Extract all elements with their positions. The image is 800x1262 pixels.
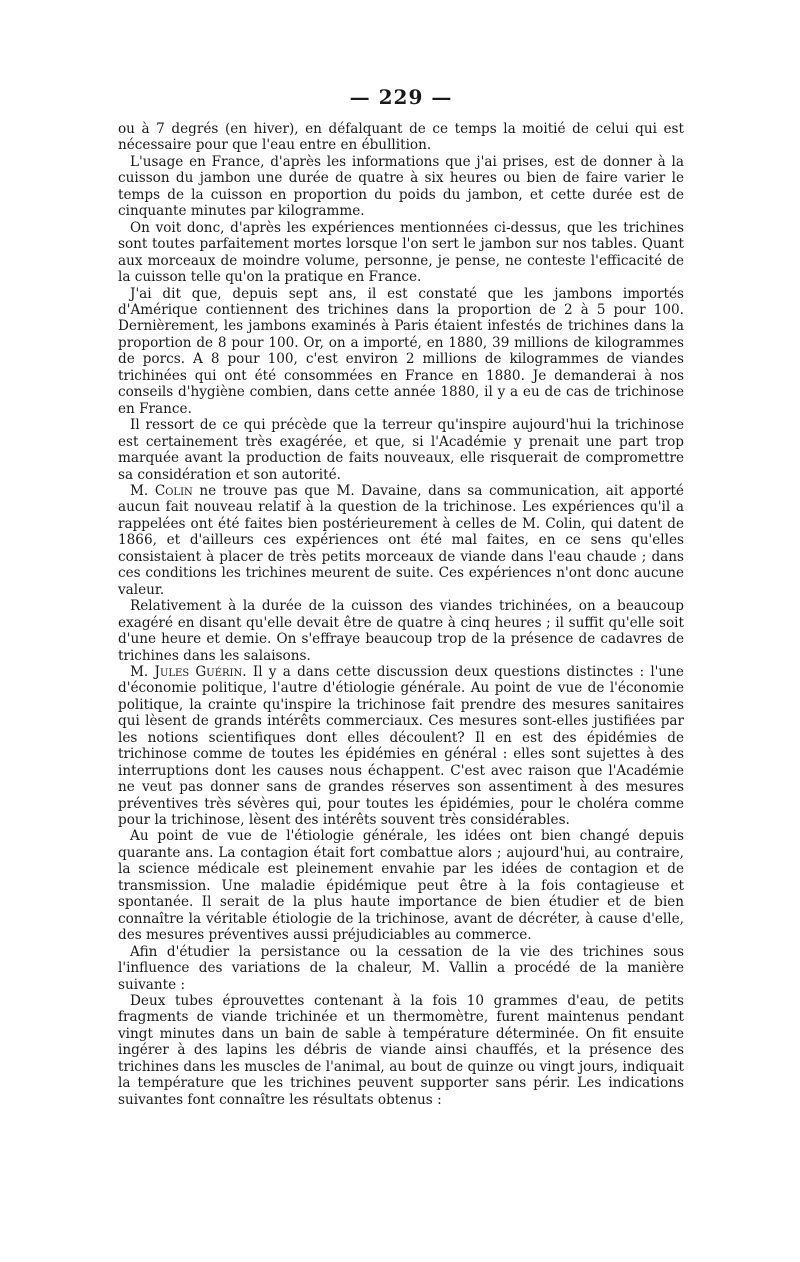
paragraph-10: Afin d'étudier la persistance ou la cessation de la vie des trichines sous l'influence des variations de la chaleur, M. Vallin a procédé de la manière suivante : — [118, 943, 684, 993]
document-page — [118, 85, 684, 1108]
paragraph-6-text: ne trouve pas que M. Davaine, dans sa communication, ait apporté aucun fait nouveau relatif à la question de la trichinose. Les expériences qu'il a rappelées ont été faites bien postérieurement à celles de M. Colin, qui datent de 1866, et d'ailleurs ces expériences ont été mal faites, en ce sens qu'elles consistaient à placer de très petits morceaux de viande dans l'eau chaude ; dans ces conditions les trichines meurent de suite. Ces expériences n'ont donc aucune valeur. — [118, 482, 684, 598]
speaker-name: M. Colin — [130, 482, 193, 499]
paragraph-8-text: Il y a dans cette discussion deux questions distinctes : l'une d'économie politique, l'autre d'étiologie générale. Au point de vue de l'économie politique, la crainte qu'inspire la trichinose fait prendre des mesures sanitaires qui lèsent de grands intérêts commerciaux. Ces mesures sont-elles justifiées par les notions scientifiques dont elles découlent? Il en est des épidémies de trichinose comme de toutes les épidémies en général : elles sont sujettes à des interruptions dont les causes nous échappent. C'est avec raison que l'Académie ne veut pas donner sans de grandes réserves son assentiment à des mesures préventives très sévères qui, pour toutes les épidémies, pour le choléra comme pour la trichinose, lèsent des intérêts souvent très considérables. — [118, 663, 684, 829]
speaker-name: M. Jules Guérin. — [130, 663, 247, 680]
paragraph-11: Deux tubes éprouvettes contenant à la fois 10 grammes d'eau, de petits fragments de viande trichinée et un thermomètre, furent maintenus pendant vingt minutes dans un bain de sable à température déterminée. On fit ensuite ingérer à des lapins les débris de viande ainsi chauffés, et la présence des trichines dans les muscles de l'animal, au bout de quinze ou vingt jours, indiquait la température que les trichines peuvent supporter sans périr. Les indications suivantes font connaître les résultats obtenus : — [118, 993, 684, 1108]
page-number: — 229 — — [349, 85, 453, 109]
body-text — [118, 121, 684, 1108]
paragraph-9: Au point de vue de l'étiologie générale, les idées ont bien changé depuis quarante ans. La contagion était fort combattue alors ; aujourd'hui, au contraire, la science médicale est pleinement envahie par les idées de contagion et de transmission. Une maladie épidémique peut être à la fois contagieuse et spontanée. Il serait de la plus haute importance de bien étudier et de bien connaître la véritable étiologie de la trichinose, avant de décréter, à cause d'elle, des mesures préventives aussi préjudiciables au commerce. — [118, 828, 684, 944]
paragraph-1: ou à 7 degrés (en hiver), en défalquant de ce temps la moitié de celui qui est nécessaire pour que l'eau entre en ébullition. — [118, 121, 684, 154]
paragraph-5: Il ressort de ce qui précède que la terreur qu'inspire aujourd'hui la trichinose est certainement très exagérée, et que, si l'Académie y prenait une part trop marquée avant la production de faits nouveaux, elle risquerait de compromettre sa considération et son autorité. — [118, 417, 684, 483]
paragraph-4: J'ai dit que, depuis sept ans, il est constaté que les jambons importés d'Amérique contiennent des trichines dans la proportion de 2 à 5 pour 100. Dernièrement, les jambons examinés à Paris étaient infestés de trichines dans la proportion de 8 pour 100. Or, on a importé, en 1880, 39 millions de kilogrammes de porcs. A 8 pour 100, c'est environ 2 millions de kilogrammes de viandes trichinées qui ont été consommées en France en 1880. Je demanderai à nos conseils d'hygiène combien, dans cette année 1880, il y a eu de cas de trichinose en France. — [118, 285, 684, 417]
paragraph-3: On voit donc, d'après les expériences mentionnées ci-dessus, que les trichines sont toutes parfaitement mortes lorsque l'on sert le jambon sur nos tables. Quant aux morceaux de moindre volume, personne, je pense, ne conteste l'efficacité de la cuisson telle qu'on la pratique en France. — [118, 219, 684, 286]
paragraph-6 — [118, 483, 684, 598]
paragraph-8 — [118, 664, 684, 829]
paragraph-7: Relativement à la durée de la cuisson des viandes trichinées, on a beaucoup exagéré en disant qu'elle devait être de quatre à cinq heures ; il suffit qu'elle soit d'une heure et demie. On s'effraye beaucoup trop de la présence de cadavres de trichines dans les salaisons. — [118, 598, 684, 664]
paragraph-2: L'usage en France, d'après les informations que j'ai prises, est de donner à la cuisson du jambon une durée de quatre à six heures ou bien de faire varier le temps de la cuisson en proportion du poids du jambon, et cette durée est de cinquante minutes par kilogramme. — [118, 153, 684, 220]
